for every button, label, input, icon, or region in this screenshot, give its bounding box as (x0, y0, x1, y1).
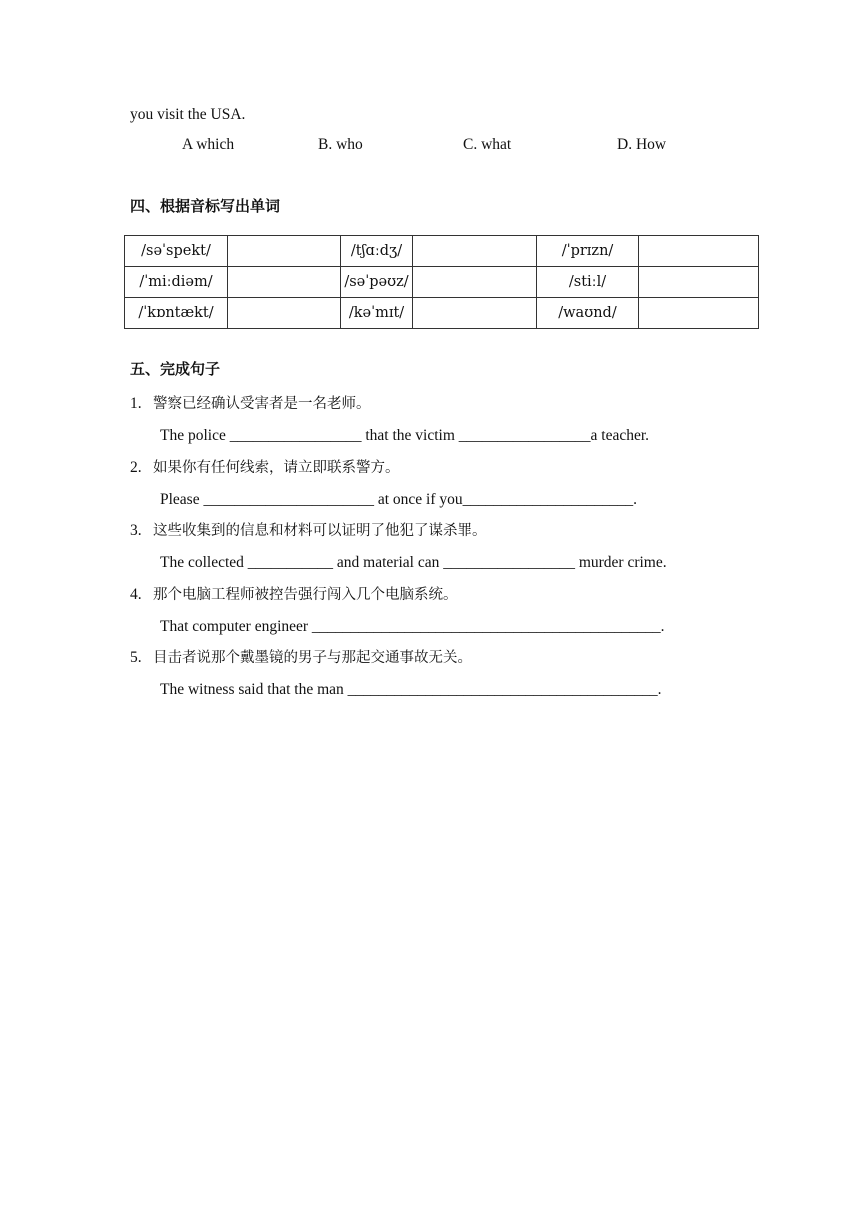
answer-cell[interactable] (639, 298, 759, 329)
table-row (125, 236, 759, 267)
answer-cell[interactable] (413, 236, 537, 267)
phonetic-cell: /tʃɑːdʒ/ (341, 236, 413, 267)
phonetic-cell: /ˈmiːdiəm/ (125, 267, 228, 298)
phonetic-cell: /səˈpəʊz/ (341, 267, 413, 298)
item-english-sentence[interactable]: That computer engineer _____________________________________________. (160, 618, 665, 635)
section4-title: 四、根据音标写出单词 (130, 197, 281, 215)
item-number: 2. (130, 459, 142, 476)
item-english-sentence[interactable]: Please ______________________ at once if you______________________. (160, 491, 638, 508)
item-number: 3. (130, 522, 142, 539)
section5-title: 五、完成句子 (130, 360, 221, 378)
item-english-sentence[interactable]: The collected ___________ and material can _________________ murder crime. (160, 554, 667, 571)
item-number: 4. (130, 586, 142, 603)
option-a: A which (182, 136, 235, 153)
intro-line: you visit the USA. (130, 106, 246, 123)
item-chinese-prompt: 那个电脑工程师被控告强行闯入几个电脑系统。 (153, 587, 458, 603)
answer-cell[interactable] (413, 267, 537, 298)
option-b: B. who (318, 136, 363, 153)
phonetic-cell: /ˈkɒntækt/ (125, 298, 228, 329)
option-c: C. what (463, 136, 512, 153)
item-english-sentence[interactable]: The police _________________ that the victim _________________a teacher. (160, 427, 650, 444)
item-number: 5. (130, 649, 142, 666)
item-english-sentence[interactable]: The witness said that the man ________________________________________. (160, 681, 662, 698)
answer-cell[interactable] (413, 298, 537, 329)
answer-cell[interactable] (228, 298, 341, 329)
answer-cell[interactable] (639, 267, 759, 298)
option-d: D. How (617, 136, 667, 153)
answer-cell[interactable] (228, 236, 341, 267)
phonetic-cell: /stiːl/ (537, 267, 639, 298)
answer-cell[interactable] (228, 267, 341, 298)
item-number: 1. (130, 395, 142, 412)
phonetic-cell: /ˈprɪzn/ (537, 236, 639, 267)
phonetic-cell: /waʊnd/ (537, 298, 639, 329)
phonetic-cell: /kəˈmɪt/ (341, 298, 413, 329)
item-chinese-prompt: 目击者说那个戴墨镜的男子与那起交通事故无关。 (153, 650, 472, 666)
item-chinese-prompt: 如果你有任何线索，请立即联系警方。 (153, 460, 400, 476)
phonetic-cell: /səˈspekt/ (125, 236, 228, 267)
table-row (125, 267, 759, 298)
table-row (125, 298, 759, 329)
phonetic-table (124, 235, 759, 329)
item-chinese-prompt: 警察已经确认受害者是一名老师。 (153, 396, 371, 412)
item-chinese-prompt: 这些收集到的信息和材料可以证明了他犯了谋杀罪。 (153, 523, 487, 539)
answer-cell[interactable] (639, 236, 759, 267)
